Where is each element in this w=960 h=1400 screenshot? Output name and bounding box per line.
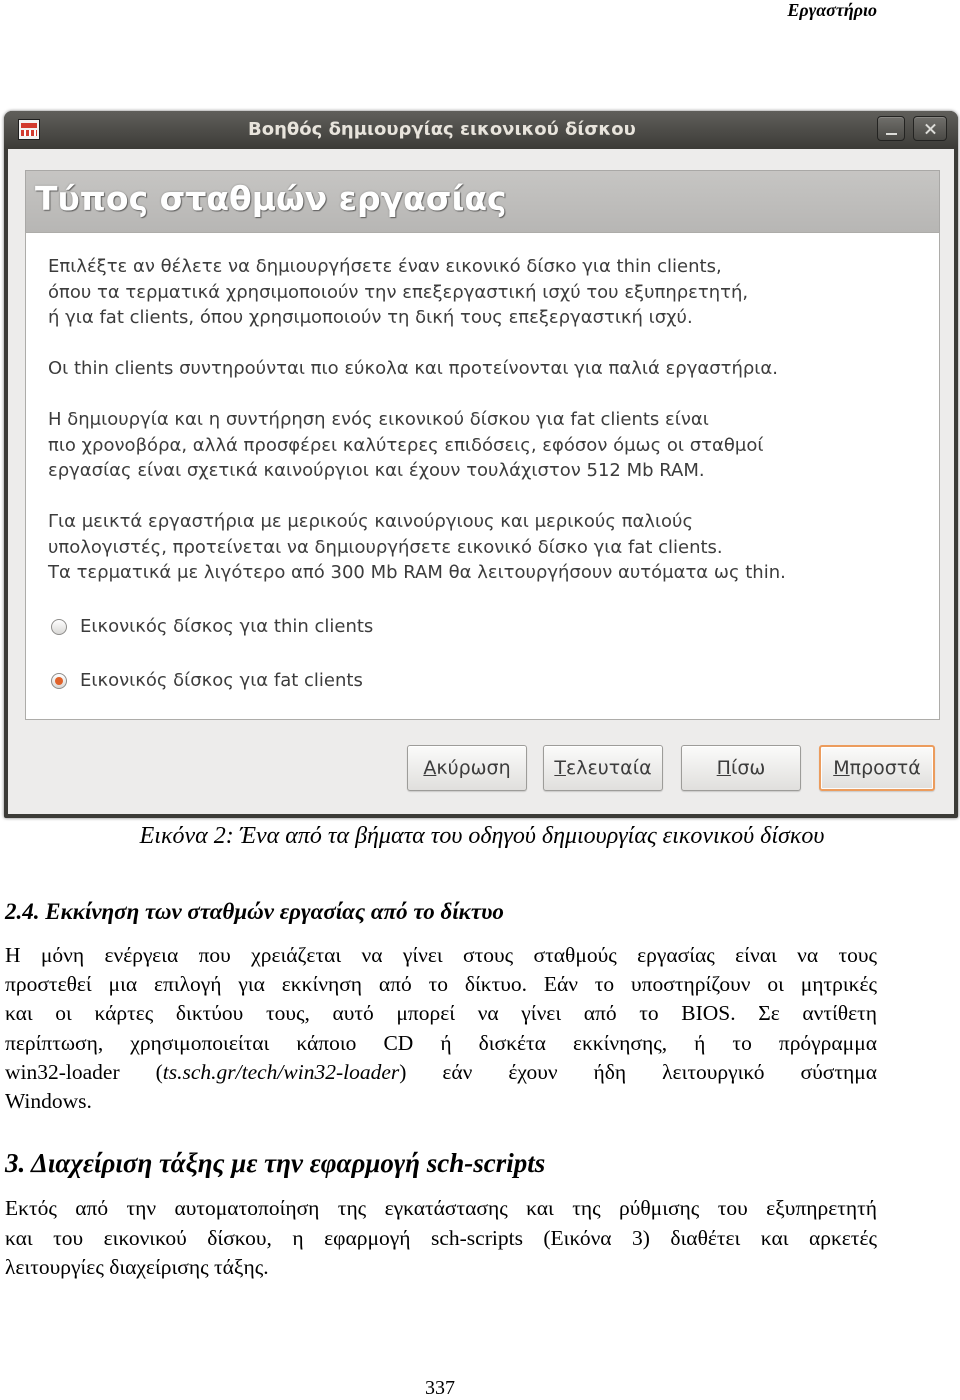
body-text-segment: ) εάν έχουν ήδη λειτουργικό σύστημα: [399, 1059, 877, 1084]
description-paragraph: [48, 407, 786, 484]
url-text: ts.sch.gr/tech/win32-loader: [162, 1059, 400, 1084]
description-line: εργασίας είναι σχετικά καινούργιοι και έχουν τουλάχιστον 512 Mb RAM.: [48, 460, 705, 481]
running-header: Εργαστήριο: [787, 0, 877, 20]
section-heading: 3. Διαχείριση τάξης με την εφαρμογή sch-scripts: [5, 1148, 546, 1178]
option-fat-clients[interactable]: [51, 668, 363, 694]
body-line: και του εικονικού δίσκου, η εφαρμογή sch-scripts (Εικόνα 3) διαθέτει και αρκετές: [5, 1225, 877, 1250]
description-paragraph: [48, 509, 786, 586]
wizard-window: [4, 111, 958, 818]
body-line: Η μόνη ενέργεια που χρειάζεται να γίνει στους σταθμούς εργασίας είναι να τους: [5, 943, 877, 967]
cancel-button[interactable]: [407, 745, 527, 791]
figure-caption: Εικόνα 2: Ένα από τα βήματα του οδηγού δημιουργίας εικονικού δίσκου: [139, 823, 825, 849]
button-label: Τελευταία: [554, 757, 652, 779]
page-number: 337: [425, 1377, 455, 1399]
description-paragraph: [48, 356, 786, 382]
option-thin-clients[interactable]: [51, 614, 373, 640]
description-line: όπου τα τερματικά χρησιμοποιούν την επεξεργαστική ισχύ του εξυπηρετητή,: [48, 281, 749, 303]
description-line: ή για fat clients, όπου χρησιμοποιούν τη δική τους επεξεργαστική ισχύ.: [48, 307, 693, 328]
minimize-icon: [886, 133, 897, 135]
option-label: Εικονικός δίσκος για fat clients: [80, 670, 363, 691]
description-text: [48, 254, 786, 611]
minimize-button[interactable]: [877, 116, 905, 141]
back-button[interactable]: [681, 745, 801, 791]
window-body: [8, 149, 954, 814]
app-icon: [18, 119, 40, 140]
close-icon: [914, 117, 946, 140]
body-paragraph: [5, 941, 877, 1116]
banner-title: Τύπος σταθμών εργασίας: [35, 179, 507, 218]
description-line: Η δημιουργία και η συντήρηση ενός εικονικού δίσκου για fat clients είναι: [48, 409, 709, 430]
body-line: και οι κάρτες δικτύου τους, αυτό μπορεί να γίνει από το BIOS. Σε αντίθετη: [5, 1001, 877, 1026]
close-button[interactable]: [913, 116, 947, 141]
body-line: προστεθεί μια επιλογή για εκκίνηση από το δίκτυο. Εάν το υποστηρίζουν οι μητρικές: [5, 972, 877, 997]
description-line: Τα τερματικά με λιγότερο από 300 Mb RAM θα λειτουργήσουν αυτόματα ως thin.: [48, 562, 786, 583]
window-title: Βοηθός δημιουργίας εικονικού δίσκου: [248, 119, 636, 140]
last-button[interactable]: [543, 745, 663, 791]
wizard-content: [25, 232, 940, 720]
description-line: πιο χρονοβόρα, αλλά προσφέρει καλύτερες επιδόσεις, εφόσον όμως οι σταθμοί: [48, 434, 764, 456]
radio-thin-clients[interactable]: [51, 619, 67, 635]
section-heading: 2.4. Εκκίνηση των σταθμών εργασίας από το δίκτυο: [5, 899, 504, 924]
body-text-segment: win32-loader (: [5, 1059, 163, 1084]
description-line: υπολογιστές, προτείνεται να δημιουργήσετε εικονικό δίσκο για fat clients.: [48, 536, 723, 558]
window-titlebar[interactable]: [4, 111, 958, 149]
description-line: Για μεικτά εργαστήρια με μερικούς καινούργιους και μερικούς παλιούς: [48, 511, 694, 532]
body-line: [5, 1058, 877, 1087]
body-paragraph: [5, 1194, 877, 1283]
button-label: Μπροστά: [833, 757, 921, 779]
body-line: λειτουργίες διαχείρισης τάξης.: [5, 1255, 269, 1279]
body-line: Windows.: [5, 1089, 92, 1114]
radio-fat-clients[interactable]: [51, 673, 67, 689]
button-label: Πίσω: [716, 757, 766, 779]
button-label: Ακύρωση: [423, 757, 511, 779]
forward-button[interactable]: [819, 745, 935, 791]
option-label: Εικονικός δίσκος για thin clients: [80, 616, 374, 637]
description-paragraph: [48, 254, 786, 331]
page-banner: [25, 170, 940, 232]
description-line: Οι thin clients συντηρούνται πιο εύκολα και προτείνονται για παλιά εργαστήρια.: [48, 358, 778, 379]
body-line: περίπτωση, χρησιμοποιείται κάποιο CD ή δισκέτα εκκίνησης, ή το πρόγραμμα: [5, 1030, 877, 1055]
body-line: Εκτός από την αυτοματοποίηση της εγκατάστασης και της ρύθμισης του εξυπηρετητή: [5, 1196, 877, 1220]
description-line: Επιλέξτε αν θέλετε να δημιουργήσετε έναν εικονικό δίσκο για thin clients,: [48, 256, 722, 277]
